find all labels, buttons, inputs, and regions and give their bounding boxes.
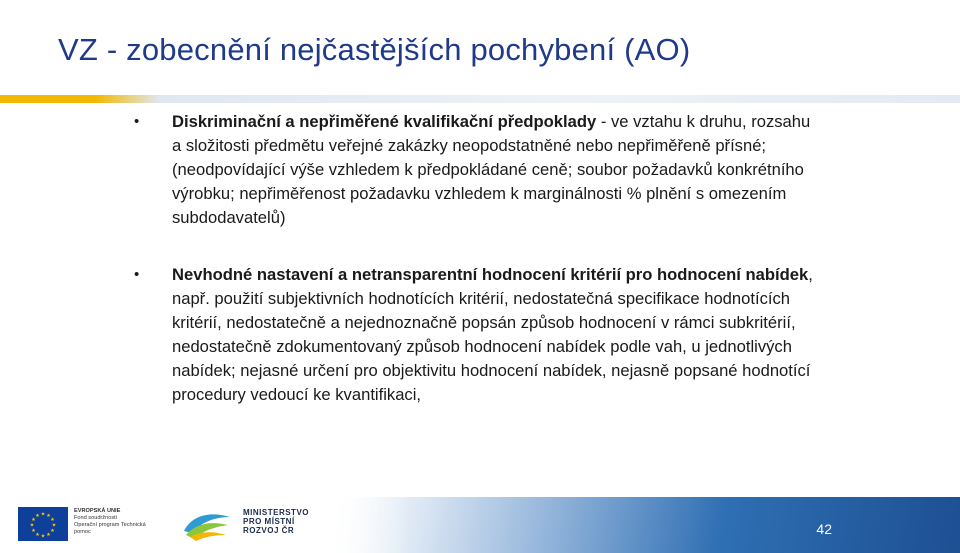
svg-text:★: ★ (31, 528, 36, 534)
title-underline (0, 95, 960, 103)
eu-logo-line: Fond soudržnosti (74, 515, 117, 521)
bullet-text: - ve vztahu k druhu, rozsahu a složitosti předmětu veřejné zakázky neopodstatněné nebo nepřiměřeně přísné; (neodpovídající výše vzhledem k předpokládané ceně; soubor požadavků konkrétního výrobku; nepřiměřenost požadavku vzhledem k marginálnosti % plnění s omezením subdodavatelů) (172, 112, 811, 227)
ministry-logo-line: MINISTERSTVO (243, 508, 310, 517)
slide-title: VZ - zobecnění nejčastějších pochybení (AO) (58, 32, 691, 67)
bullet-list (130, 110, 820, 440)
bullet-bold-text: Diskriminační a nepřiměřené kvalifikační předpoklady (172, 112, 597, 131)
bullet-marker: • (134, 266, 140, 283)
slide-footer (0, 497, 960, 553)
ministry-logo-icon (180, 507, 234, 543)
bullet-bold-text: Nevhodné nastavení a netransparentní hodnocení kritérií pro hodnocení nabídek (172, 265, 809, 284)
page-number: 42 (816, 521, 832, 537)
svg-text:★: ★ (46, 532, 51, 538)
svg-text:★: ★ (50, 517, 55, 523)
svg-text:★: ★ (50, 528, 55, 534)
ministry-logo-text (243, 508, 309, 535)
bullet-text: , např. použití subjektivních hodnotících kritérií, nedostatečná specifikace hodnotících kritérií, nedostatečně a nejednoznačně popsán způsob hodnocení v rámci subkritérií, nedostatečně zdokumentovaný způsob hodnocení nabídek podle vah, u jednotlivých nabídek; nejasné určení pro objektivitu hodnocení nabídek, nejasně popsané hodnotící procedury vedoucí ke kvantifikaci, (172, 265, 813, 404)
eu-flag-icon (18, 507, 68, 541)
svg-text:★: ★ (40, 511, 46, 518)
bullet-item (130, 263, 820, 407)
footer-gradient-band (330, 497, 960, 553)
eu-logo-line: Operační program Technická pomoc (74, 522, 146, 535)
svg-text:★: ★ (35, 513, 40, 519)
ministry-logo-line: ROZVOJ ČR (243, 526, 295, 535)
svg-text:★: ★ (35, 532, 40, 538)
bullet-item (130, 110, 820, 230)
bullet-marker: • (134, 113, 140, 130)
svg-text:★: ★ (31, 517, 36, 523)
eu-logo-text (74, 508, 154, 536)
svg-text:★: ★ (29, 522, 35, 529)
eu-logo-line: EVROPSKÁ UNIE (74, 508, 121, 514)
svg-text:★: ★ (40, 533, 46, 540)
svg-text:★: ★ (51, 522, 57, 529)
svg-text:★: ★ (46, 513, 51, 519)
ministry-logo-line: PRO MÍSTNÍ (243, 517, 295, 526)
